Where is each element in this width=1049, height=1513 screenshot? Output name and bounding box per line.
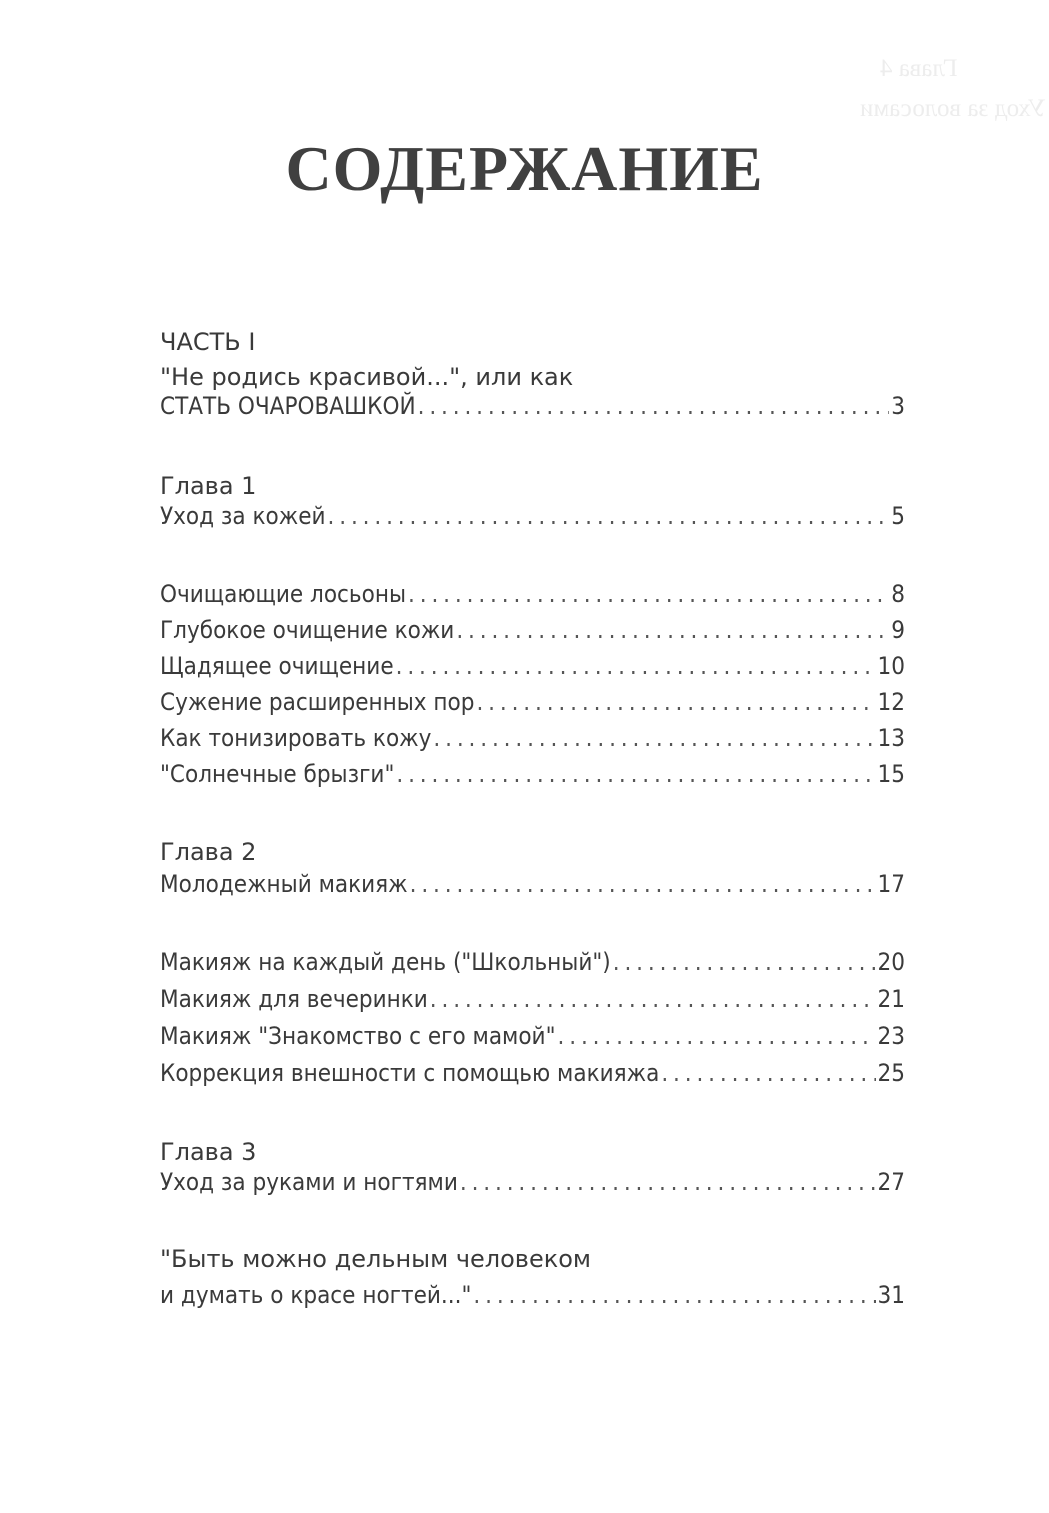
entry-page-number: 10 [877,652,905,680]
part-heading: ЧАСТЬ I [160,328,256,356]
toc-entry[interactable] [160,948,905,984]
entry-page-number: 8 [891,580,905,608]
toc-entry[interactable] [160,652,905,688]
chapter-label: Глава 3 [160,1138,257,1166]
dot-leader [396,760,875,788]
entry-page-number: 23 [877,1022,905,1050]
entry-title-line1: "Быть можно дельным человеком [160,1245,592,1273]
dot-leader [328,502,890,530]
toc-entry[interactable] [160,1059,905,1095]
toc-entry-chapter3[interactable] [160,1168,905,1204]
toc-entry[interactable] [160,616,905,652]
entry-title: СТАТЬ ОЧАРОВАШКОЙ [160,392,416,420]
entry-title: Как тонизировать кожу [160,724,432,752]
entry-title: Макияж для вечеринки [160,985,428,1013]
toc-entry[interactable] [160,760,905,796]
entry-title: Коррекция внешности с помощью макияжа [160,1059,660,1087]
dot-leader [418,392,890,420]
toc-entry[interactable] [160,688,905,724]
entry-page-number: 27 [877,1168,905,1196]
toc-entry[interactable] [160,724,905,760]
entry-title: Молодежный макияж [160,870,408,898]
entry-title: Глубокое очищение кожи [160,616,455,644]
entry-page-number: 31 [877,1281,905,1309]
dot-leader [456,616,889,644]
entry-page-number: 17 [877,870,905,898]
toc-entry-chapter2[interactable] [160,870,905,906]
entry-page-number: 13 [877,724,905,752]
dot-leader [430,985,876,1013]
entry-page-number: 9 [891,616,905,644]
dot-leader [661,1059,875,1087]
toc-entry[interactable] [160,1281,905,1317]
chapter-label: Глава 2 [160,838,257,866]
entry-page-number: 25 [877,1059,905,1087]
dot-leader [433,724,875,752]
dot-leader [408,580,889,608]
entry-title: Сужение расширенных пор [160,688,475,716]
entry-page-number: 5 [891,502,905,530]
part-subtitle-line1: "Не родись красивой...", или как [160,363,574,391]
dot-leader [410,870,876,898]
entry-title: Макияж на каждый день ("Школьный") [160,948,611,976]
entry-page-number: 3 [891,392,905,420]
dot-leader [613,948,876,976]
bleed-text: Уход за волосами [860,95,1046,122]
entry-title: "Солнечные брызги" [160,760,395,788]
toc-entry[interactable] [160,1022,905,1058]
page-title: СОДЕРЖАНИЕ [285,133,764,204]
dot-leader [460,1168,876,1196]
chapter-label: Глава 1 [160,472,257,500]
entry-title: Щадящее очищение [160,652,394,680]
entry-title: Уход за кожей [160,502,326,530]
toc-entry-chapter1[interactable] [160,502,905,538]
toc-entry[interactable] [160,985,905,1021]
entry-page-number: 15 [877,760,905,788]
entry-page-number: 21 [877,985,905,1013]
dot-leader [396,652,876,680]
entry-title: Уход за руками и ногтями [160,1168,458,1196]
toc-entry-part1[interactable] [160,392,905,428]
dot-leader [476,688,875,716]
bleed-text: Глава 4 [880,55,958,82]
toc-entry[interactable] [160,580,905,616]
entry-title-line2: и думать о красе ногтей..." [160,1281,472,1309]
entry-page-number: 12 [877,688,905,716]
entry-page-number: 20 [877,948,905,976]
entry-title: Очищающие лосьоны [160,580,407,608]
entry-title: Макияж "Знакомство с его мамой" [160,1022,556,1050]
dot-leader [473,1281,875,1309]
dot-leader [558,1022,876,1050]
